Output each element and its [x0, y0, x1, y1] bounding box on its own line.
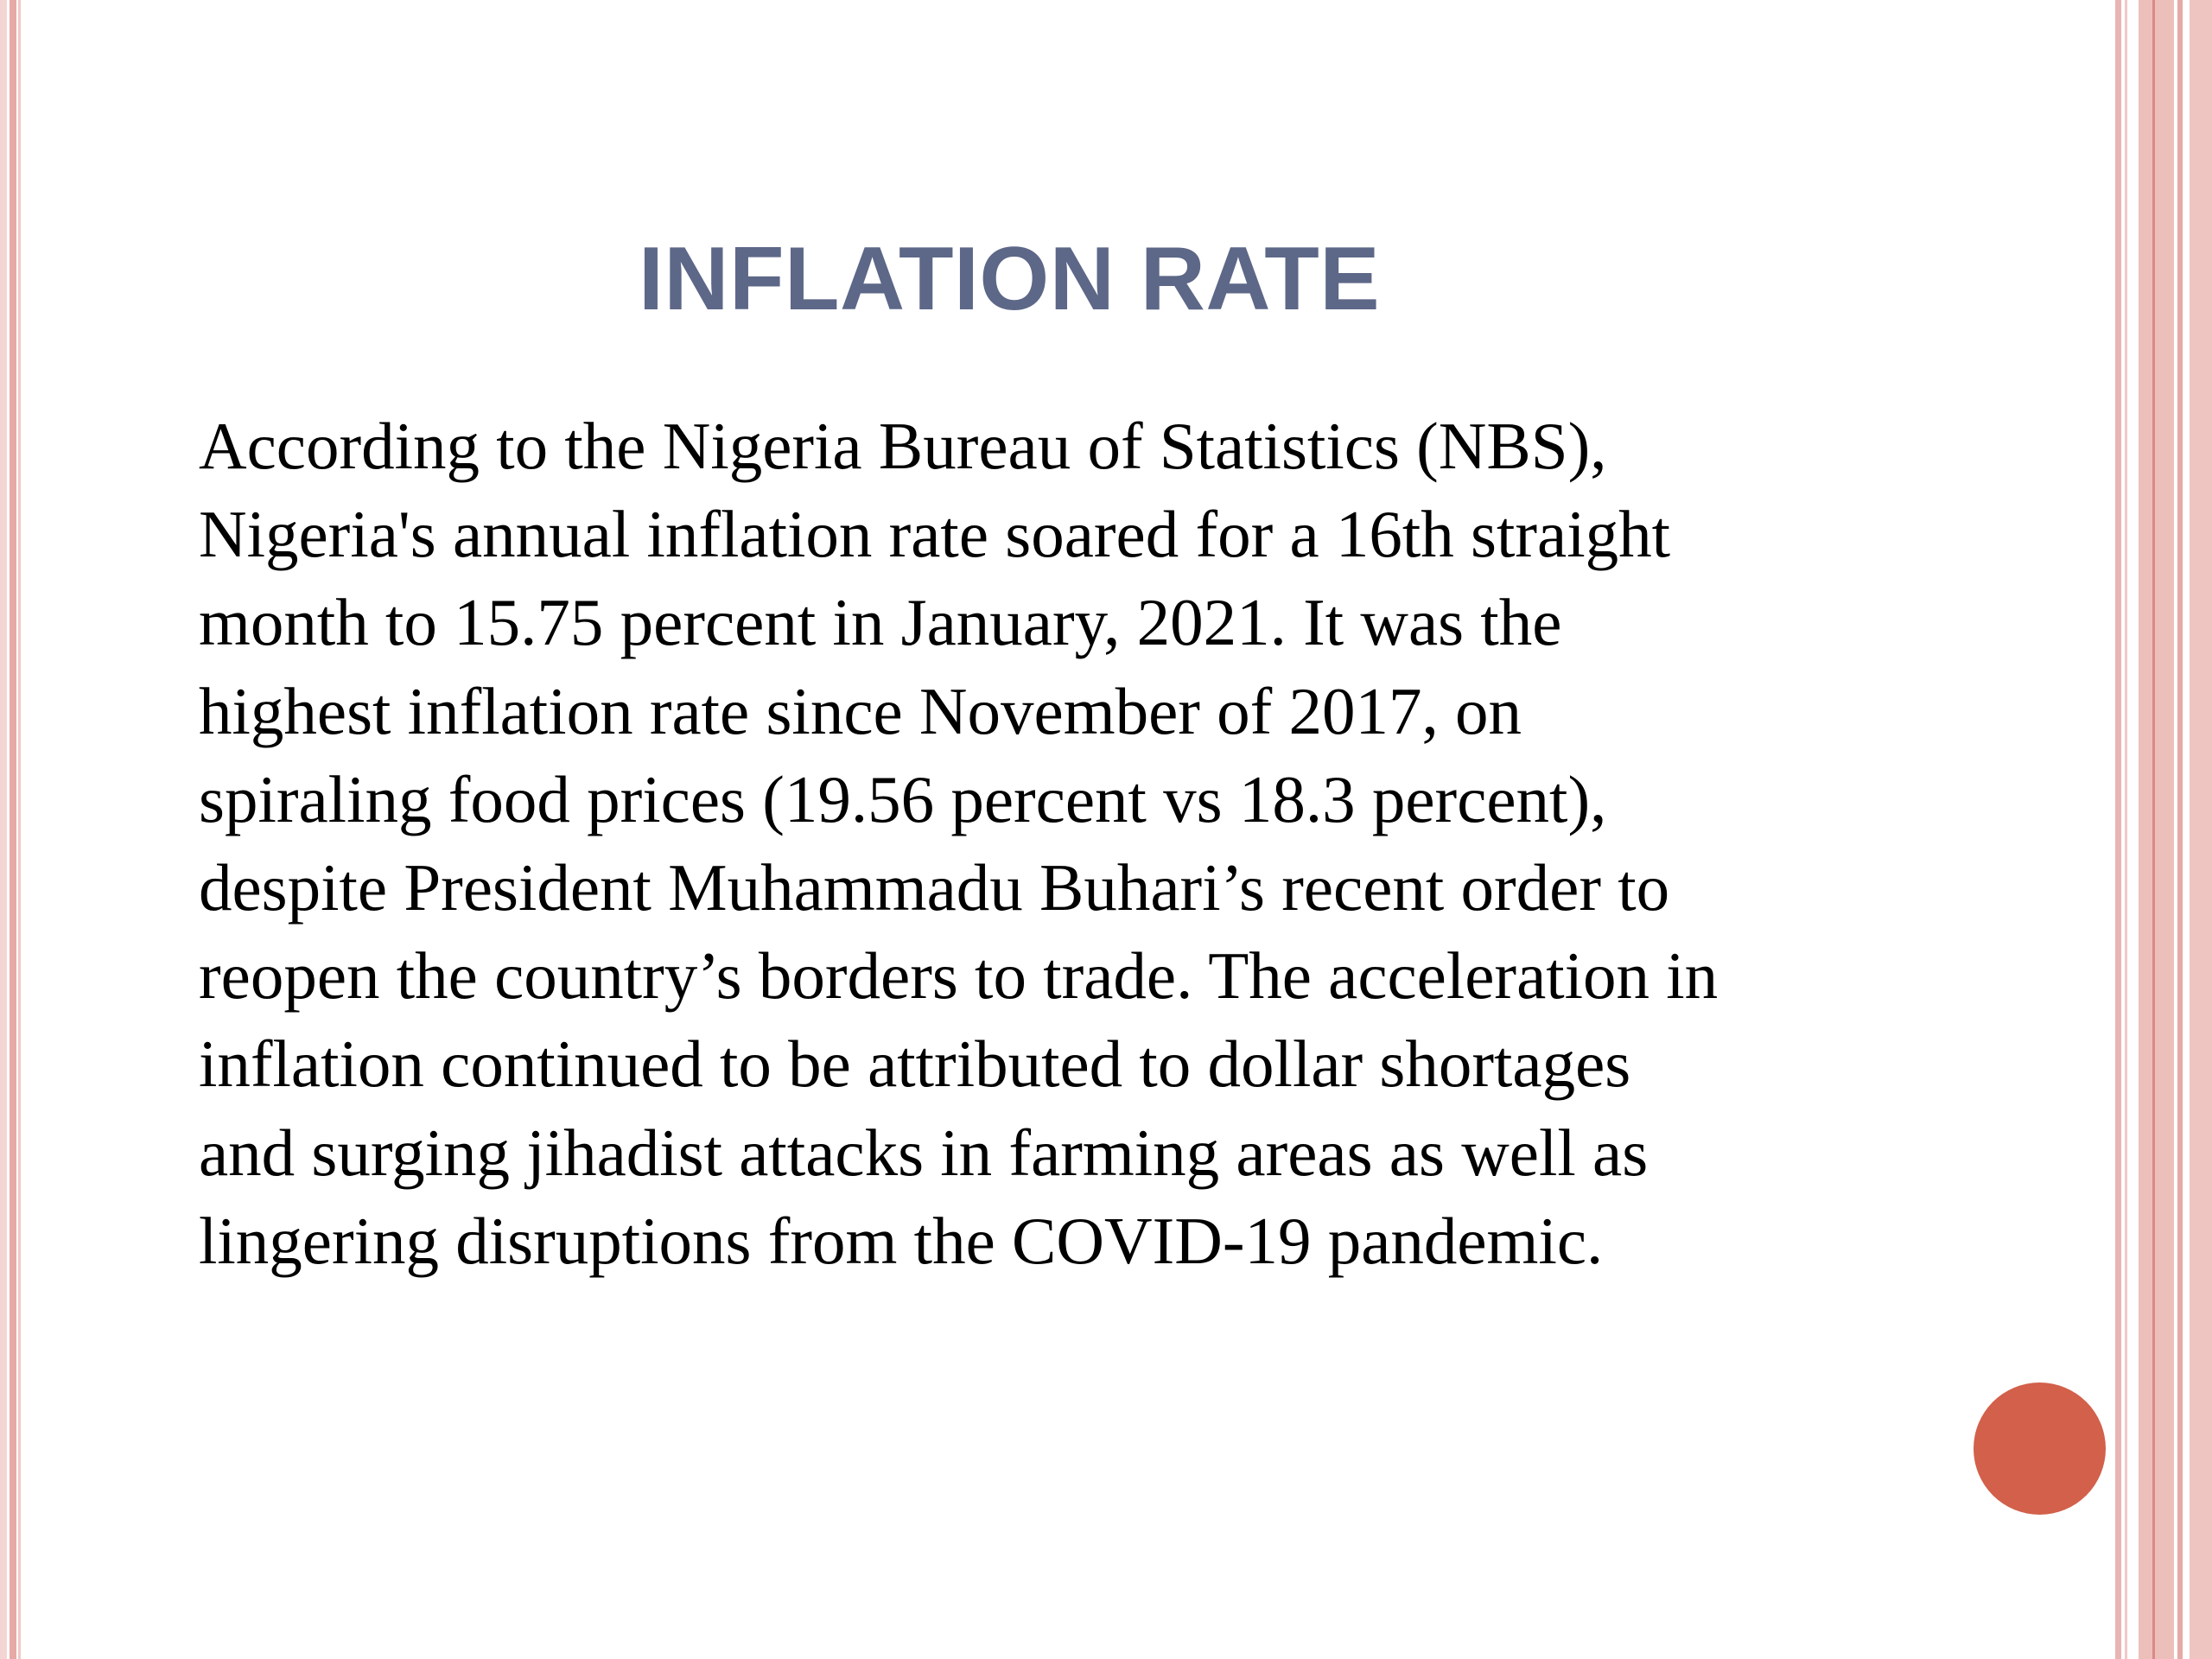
body-line: lingering disruptions from the COVID-19 pandemic.	[199, 1203, 1604, 1278]
right-border-stripe	[2190, 0, 2212, 1659]
body-line: highest inflation rate since November of 2017, on	[199, 673, 1522, 748]
body-line: and surging jihadist attacks in farming areas as well as	[199, 1115, 1649, 1190]
decorative-circle	[1974, 1382, 2106, 1515]
slide-body-paragraph	[199, 402, 1961, 1285]
body-line: reopen the country’s borders to trade. The acceleration in	[199, 938, 1719, 1014]
right-border-stripe	[2139, 0, 2152, 1659]
left-border-stripe	[0, 0, 7, 1659]
right-border-stripe	[2115, 0, 2121, 1659]
body-line: inflation continued to be attributed to dollar shortages	[199, 1027, 1631, 1102]
body-line: despite President Muhammadu Buhari’s recent order to	[199, 850, 1670, 925]
slide-title: INFLATION RATE	[639, 229, 1381, 329]
right-border-stripe	[2177, 0, 2183, 1659]
body-line: Nigeria's annual inflation rate soared for a 16th straight	[199, 497, 1671, 572]
body-line: spiraling food prices (19.56 percent vs 18.3 percent),	[199, 761, 1607, 836]
left-border-stripe	[10, 0, 16, 1659]
right-border-stripe	[2125, 0, 2127, 1659]
right-border-stripe	[2155, 0, 2174, 1659]
body-line: month to 15.75 percent in January, 2021. It was the	[199, 585, 1562, 660]
body-line: According to the Nigeria Bureau of Statistics (NBS),	[199, 409, 1607, 483]
left-border-stripe	[18, 0, 21, 1659]
